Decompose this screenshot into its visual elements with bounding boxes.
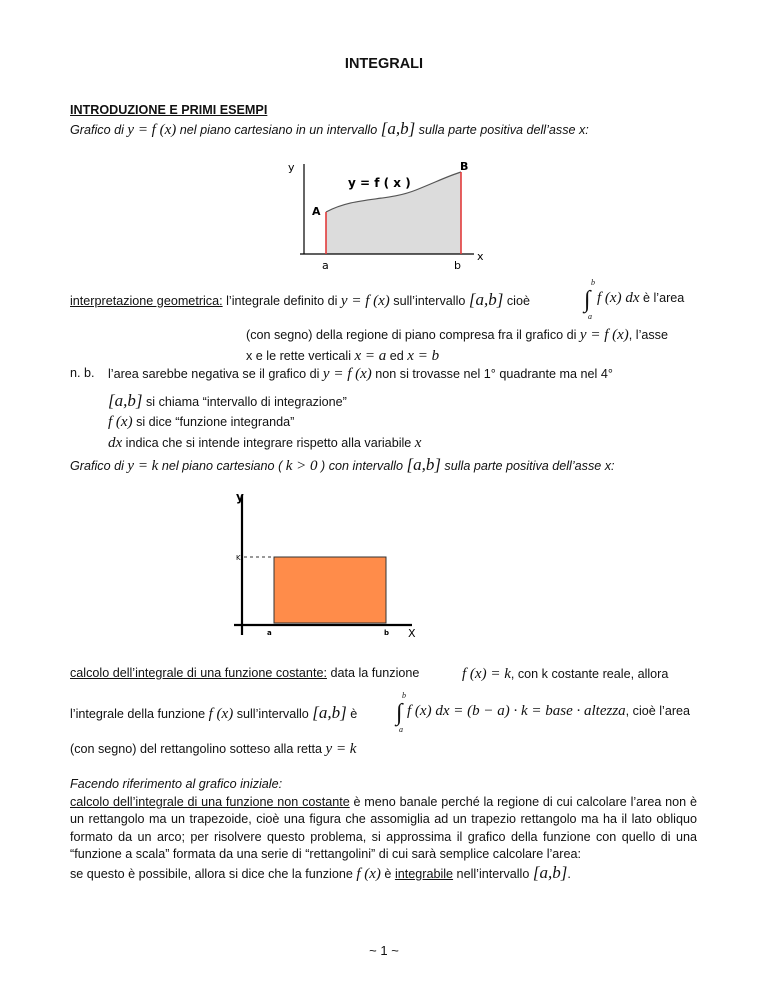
fig2-y-label: y [236,490,244,504]
integral-expression: f (x) dx è l’area [597,290,685,306]
tick-b-label: b [454,259,461,272]
page-number: ~ 1 ~ [369,943,399,958]
graph1-caption: Grafico di y = f (x) nel piano cartesiano in un intervallo [a,b] sulla parte positiva dell’asse x: [70,119,589,138]
nonconstant-paragraph: calcolo dell’integrale di una funzione non costante è meno banale perché la regione di cui calcolare l’area non è un rettangolo ma un trapezoide, cioè una figura che assomiglia ad un trapezio rettangolo ma ha il lato obliquo formato da un arco; per risolvere questo problema, si approssima il grafico della funzione con quello di una “funzione a scala” formata da una serie di “rettangolini” di cui sarà semplice calcolare l’area: [70,795,697,861]
geo-interpretation: interpretazione geometrica: l’integrale definito di y = f (x) sull’intervallo [a,b] cioè [70,290,530,309]
integral-area-figure [286,156,486,276]
fig2-k-label: K [236,554,241,562]
constant-function-def: f (x) = k, con k costante reale, allora [462,666,669,682]
section-heading: INTRODUZIONE E PRIMI ESEMPI [70,103,268,117]
fig2-x-label: X [408,627,416,640]
nota-bene-label: n. b. [70,366,95,380]
constant-integral-line2: l’integrale della funzione f (x) sull’intervallo [a,b] è [70,703,358,722]
geo-line-3: x e le rette verticali x = a ed x = b [246,348,440,364]
nota-bene-text: l’area sarebbe negativa se il grafico di y = f (x) non si trovasse nel 1° quadrante ma nel 4° [108,366,613,382]
graph2-caption: Grafico di y = k nel piano cartesiano ( k > 0 ) con intervallo [a,b] sulla parte positiva dell’asse x: [70,455,615,474]
integrability-line: se questo è possibile, allora si dice che la funzione f (x) è integrabile nell’intervallo [a,b]. [70,863,571,882]
fig1-y-label: y [288,161,295,174]
reference-note: Facendo riferimento al grafico iniziale: [70,777,283,791]
constant-integral-formula: f (x) dx = (b − a) · k = base · altezza, cioè l’area [407,703,691,719]
tick-a-label: a [322,259,329,272]
geo-line-2: (con segno) della regione di piano compresa fra il grafico di y = f (x), l’asse [246,327,668,343]
const-integral-sign: b ∫ a [396,691,406,734]
fig2-b-label: b [384,629,390,637]
rectangle-area [274,557,386,623]
fig1-x-label: x [477,250,484,263]
constant-integral-line1: calcolo dell’integrale di una funzione costante: data la funzione [70,666,420,680]
constant-integral-line3: (con segno) del rettangolino sotteso alla retta y = k [70,741,357,757]
point-b-label: B [460,160,469,173]
integral-sign: b ∫ a [584,278,595,321]
fig2-a-label: a [267,629,272,637]
page-title: INTEGRALI [344,56,424,72]
constant-function-figure [222,485,432,645]
dx-definition: dx indica che si intende integrare rispetto alla variabile x [108,435,422,451]
integrand-definition: f (x) si dice “funzione integranda” [108,414,295,430]
interval-definition: [a,b] si chiama “intervallo di integrazione” [108,391,347,410]
curve-label: y = f ( x ) [348,176,411,190]
point-a-label: A [312,205,321,218]
